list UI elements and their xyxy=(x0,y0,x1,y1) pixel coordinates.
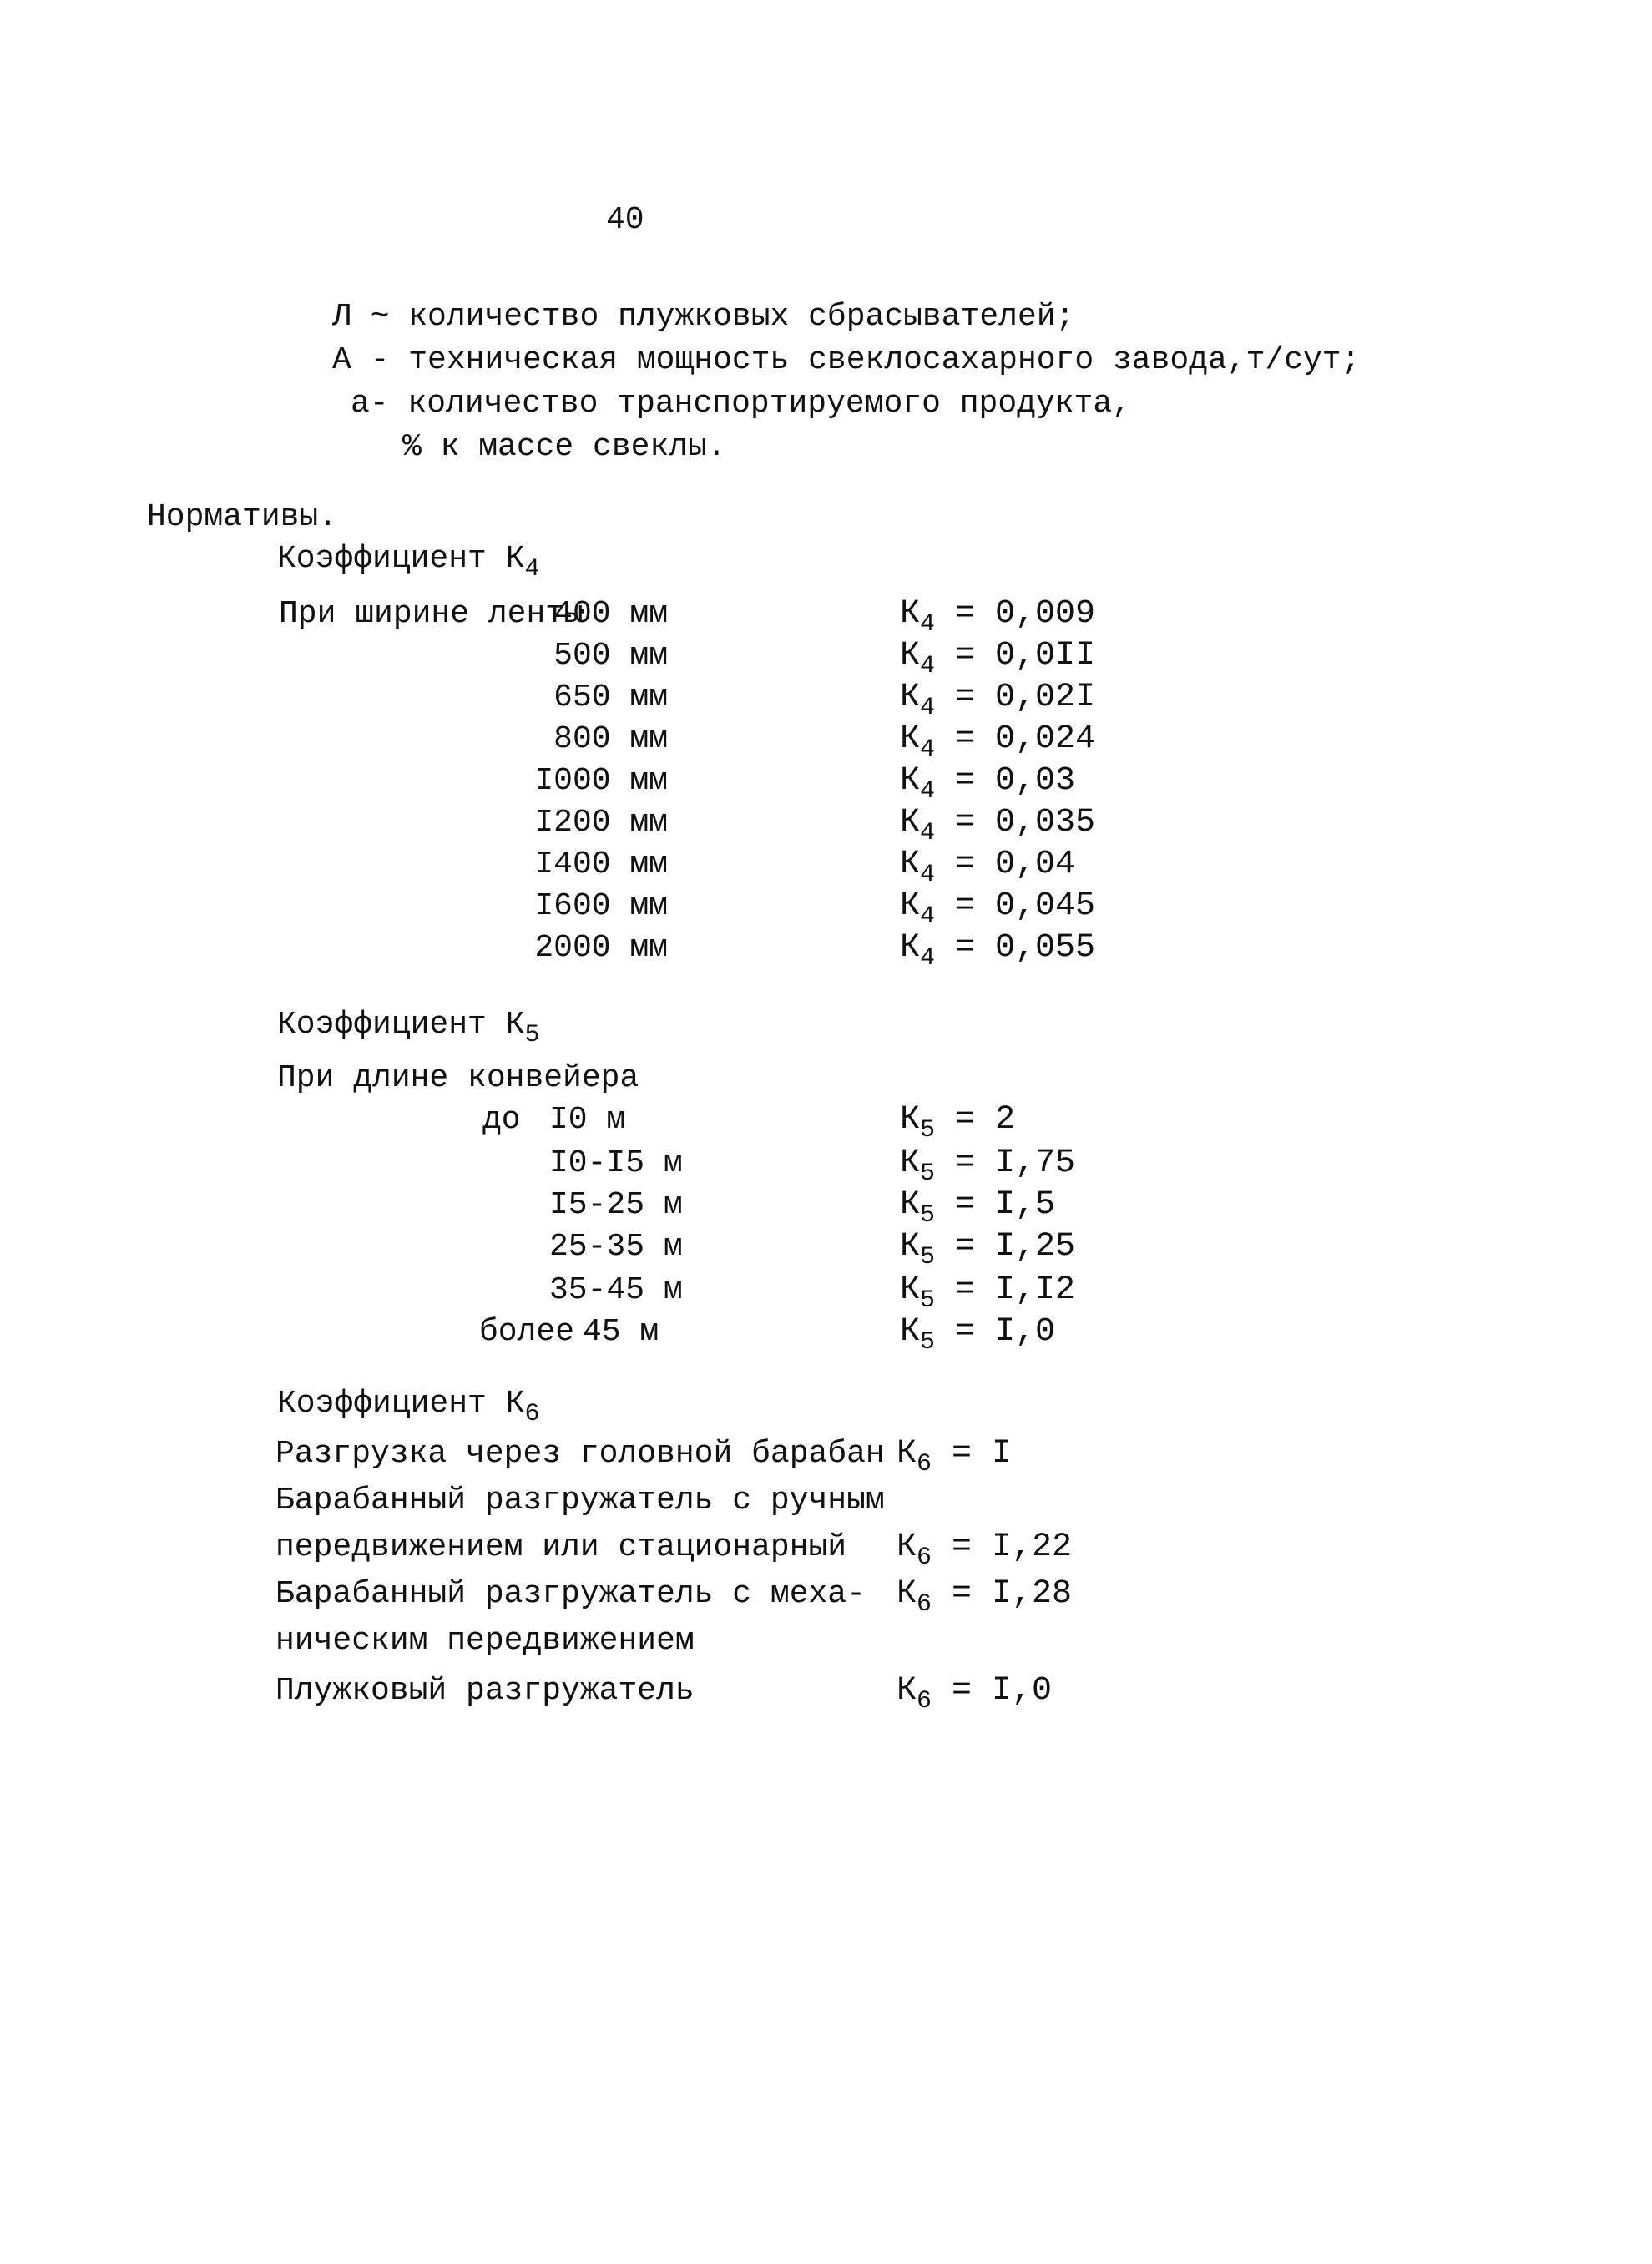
k-symbol: К xyxy=(900,679,921,716)
k5-prefix: более xyxy=(479,1314,575,1350)
page-number: 40 xyxy=(606,202,644,238)
k6-condition-line: Плужковый разгружатель xyxy=(275,1673,695,1709)
k-subscript: 6 xyxy=(917,1544,932,1572)
k-symbol: К xyxy=(900,1228,921,1266)
k6-condition-line: Разгрузка через головной барабан xyxy=(275,1436,885,1472)
k4-condition: I200 мм xyxy=(534,805,668,841)
k4-condition: 500 мм xyxy=(553,638,668,674)
k-value: = I,I2 xyxy=(935,1271,1076,1309)
k4-value xyxy=(900,846,1076,889)
k4-value xyxy=(900,679,1096,722)
k-subscript: 4 xyxy=(920,694,936,722)
k4-value xyxy=(900,720,1096,764)
k4-condition: 800 мм xyxy=(553,721,668,757)
k-value: = I,25 xyxy=(935,1228,1076,1266)
heading-subscript: 5 xyxy=(524,1021,540,1049)
heading-text: Коэффициент К xyxy=(277,541,525,577)
definition-symbol: а xyxy=(351,386,370,422)
k4-condition: 400 мм xyxy=(553,596,668,632)
k4-condition: I000 мм xyxy=(534,763,668,799)
k5-value xyxy=(900,1313,1056,1357)
k-value: = I,28 xyxy=(932,1575,1073,1613)
k6-heading xyxy=(277,1386,540,1428)
k5-heading xyxy=(277,1007,540,1049)
k-value: = 0,02I xyxy=(935,679,1096,716)
k-subscript: 4 xyxy=(920,735,936,764)
k4-value xyxy=(900,929,1096,973)
k-subscript: 5 xyxy=(920,1328,936,1357)
k-symbol: К xyxy=(900,929,921,967)
heading-text: Коэффициент К xyxy=(277,1007,525,1043)
k5-value xyxy=(900,1228,1076,1271)
k4-condition: 2000 мм xyxy=(534,930,668,966)
k4-value xyxy=(900,595,1096,639)
k-subscript: 5 xyxy=(920,1201,936,1230)
heading-text: Коэффициент К xyxy=(277,1386,525,1422)
k-subscript: 6 xyxy=(917,1590,932,1619)
k-symbol: К xyxy=(897,1575,917,1613)
k-subscript: 4 xyxy=(920,861,936,889)
k5-value xyxy=(900,1101,1016,1145)
k-value: = I,75 xyxy=(935,1145,1076,1182)
k5-prefix: до xyxy=(482,1102,521,1138)
k-subscript: 4 xyxy=(920,944,936,973)
k4-condition: I400 мм xyxy=(534,846,668,882)
k4-value xyxy=(900,804,1096,847)
k-value: = 0,04 xyxy=(935,846,1076,883)
definition-symbol: А xyxy=(332,342,351,378)
k-subscript: 4 xyxy=(920,610,936,639)
k5-condition: 35-45 м xyxy=(549,1272,683,1308)
k4-condition: I600 мм xyxy=(534,888,668,924)
k-symbol: К xyxy=(897,1435,917,1473)
definition-continuation: % к массе свеклы. xyxy=(402,429,726,465)
k6-value xyxy=(897,1435,1013,1478)
k-subscript: 4 xyxy=(920,652,936,680)
k-subscript: 4 xyxy=(920,777,936,806)
k-symbol: К xyxy=(900,1271,921,1309)
k-value: = I,22 xyxy=(932,1529,1073,1566)
k6-condition-line: передвижением или стационарный xyxy=(275,1529,847,1565)
k-symbol: К xyxy=(900,1101,921,1139)
normatives-heading: Нормативы. xyxy=(147,499,338,535)
k-value: = I,0 xyxy=(935,1313,1056,1351)
k-subscript: 6 xyxy=(917,1687,932,1716)
definition-text: - количество транспортируемого продукта, xyxy=(369,386,1131,422)
definition-symbol: Л xyxy=(332,299,351,335)
k-symbol: К xyxy=(900,637,921,675)
k-symbol: К xyxy=(900,762,921,800)
k5-condition: 45 м xyxy=(583,1314,659,1350)
k5-condition: I5-25 м xyxy=(549,1187,683,1223)
k5-condition: 25-35 м xyxy=(549,1229,683,1265)
k-value: = I,0 xyxy=(932,1672,1053,1710)
k-symbol: К xyxy=(900,720,921,758)
k-symbol: К xyxy=(897,1529,917,1566)
k-symbol: К xyxy=(900,1145,921,1182)
k6-value xyxy=(897,1575,1073,1619)
k4-value xyxy=(900,637,1096,680)
k-symbol: К xyxy=(900,595,921,633)
k-subscript: 5 xyxy=(920,1243,936,1271)
k4-condition: 650 мм xyxy=(553,680,668,715)
definition-item xyxy=(332,299,1074,336)
k-subscript: 4 xyxy=(920,902,936,931)
k-subscript: 5 xyxy=(920,1116,936,1145)
k-subscript: 4 xyxy=(920,819,936,847)
definition-item xyxy=(351,386,1131,422)
k6-value xyxy=(897,1672,1053,1716)
k6-condition-line: ническим передвижением xyxy=(275,1623,695,1659)
heading-subscript: 6 xyxy=(524,1400,540,1428)
k-value: = 0,045 xyxy=(935,887,1096,925)
k4-heading xyxy=(277,541,540,584)
k-value: = I xyxy=(932,1435,1013,1473)
k-value: = 0,009 xyxy=(935,595,1096,633)
k6-condition-line: Барабанный разгружатель с меха- xyxy=(275,1576,866,1612)
heading-subscript: 4 xyxy=(524,555,540,584)
k4-lead: При ширине ленты xyxy=(279,596,584,632)
definition-text: ~ количество плужковых сбрасывателей; xyxy=(370,299,1075,335)
k-symbol: К xyxy=(897,1672,917,1710)
k5-condition: I0 м xyxy=(549,1102,626,1138)
k-value: = 0,0II xyxy=(935,637,1096,675)
k-symbol: К xyxy=(900,1186,921,1224)
k5-condition: I0-I5 м xyxy=(549,1145,683,1181)
k-subscript: 5 xyxy=(920,1160,936,1188)
k-symbol: К xyxy=(900,1313,921,1351)
k-symbol: К xyxy=(900,887,921,925)
k-value: = 0,055 xyxy=(935,929,1096,967)
k-value: = 2 xyxy=(935,1101,1016,1139)
k-value: = 0,035 xyxy=(935,804,1096,841)
k5-value xyxy=(900,1271,1076,1315)
k-value: = 0,03 xyxy=(935,762,1076,800)
k6-value xyxy=(897,1529,1073,1572)
k6-condition-line: Барабанный разгружатель с ручным xyxy=(275,1483,885,1519)
k-symbol: К xyxy=(900,846,921,883)
k-symbol: К xyxy=(900,804,921,841)
k-value: = 0,024 xyxy=(935,720,1096,758)
k-value: = I,5 xyxy=(935,1186,1056,1224)
k5-lead: При длине конвейера xyxy=(277,1060,639,1096)
k-subscript: 5 xyxy=(920,1286,936,1315)
definition-item xyxy=(332,342,1360,379)
k5-value xyxy=(900,1145,1076,1188)
k5-value xyxy=(900,1186,1056,1230)
k-subscript: 6 xyxy=(917,1450,932,1478)
definition-text: - техническая мощность свеклосахарного завода,т/сут; xyxy=(370,342,1361,378)
k4-value xyxy=(900,887,1096,931)
k4-value xyxy=(900,762,1076,806)
